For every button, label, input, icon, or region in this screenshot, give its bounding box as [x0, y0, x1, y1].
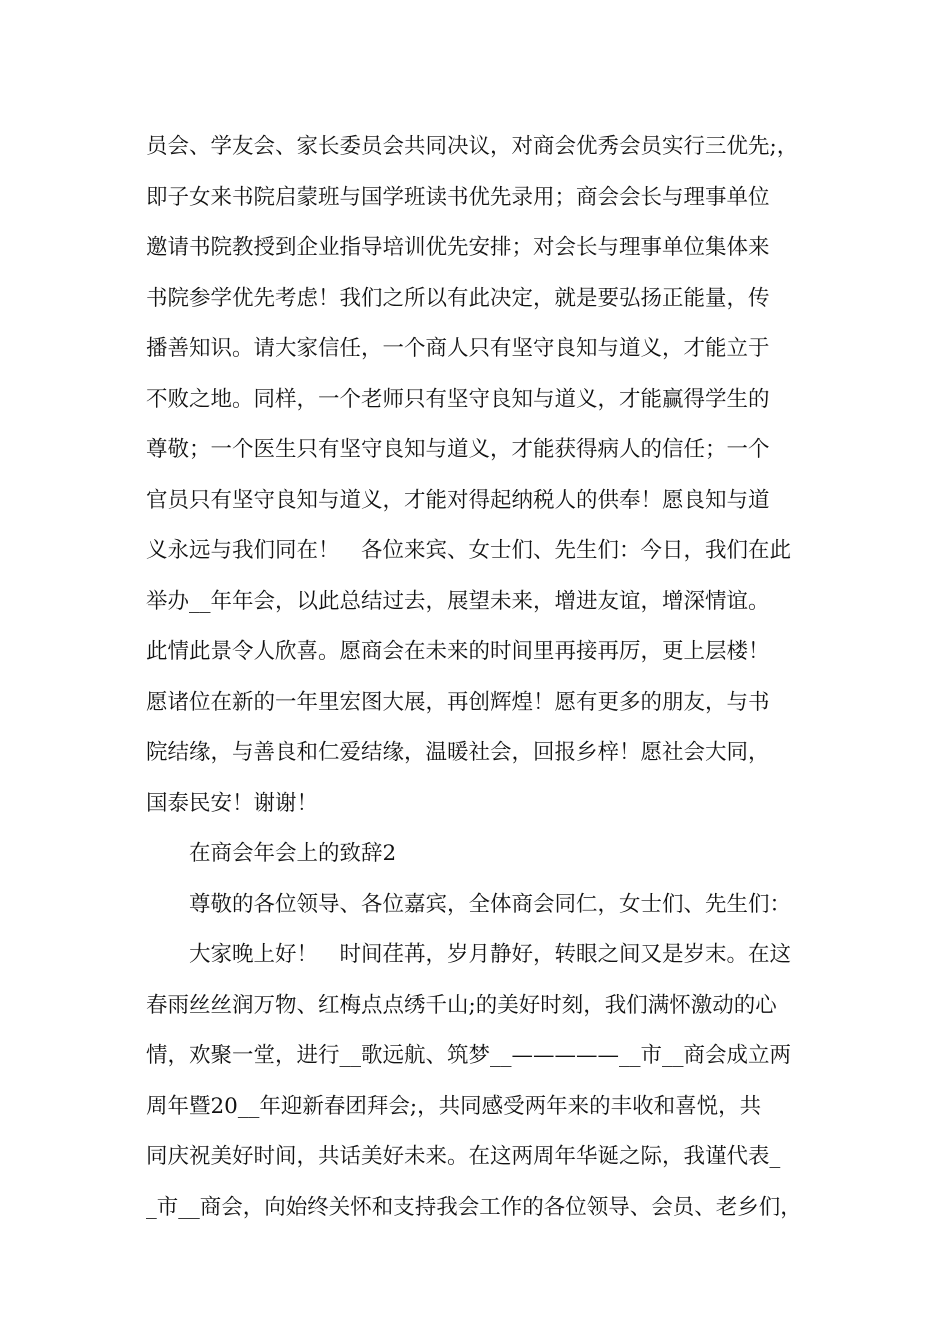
text-line: 义永远与我们同在！ 各位来宾、女士们、先生们：今日，我们在此 — [146, 538, 792, 563]
text-line: 邀请书院教授到企业指导培训优先安排；对会长与理事单位集体来 — [146, 235, 770, 260]
section-heading: 在商会年会上的致辞2 — [189, 841, 397, 866]
text-line: 春雨丝丝润万物、红梅点点绣千山;的美好时刻，我们满怀激动的心 — [146, 992, 777, 1018]
text-line: 播善知识。请大家信任，一个商人只有坚守良知与道义，才能立于 — [146, 336, 770, 361]
text-line: 即子女来书院启蒙班与国学班读书优先录用；商会会长与理事单位 — [146, 184, 770, 210]
text-line: 国泰民安！谢谢！ — [146, 790, 319, 816]
text-line: 院结缘，与善良和仁爱结缘，温暖社会，回报乡梓！愿社会大同， — [146, 740, 770, 765]
text-line: 员会、学友会、家长委员会共同决议，对商会优秀会员实行三优先;， — [146, 134, 799, 159]
text-line: 此情此景令人欣喜。愿商会在未来的时间里再接再厉，更上层楼！ — [146, 639, 770, 664]
text-line: 尊敬；一个医生只有坚守良知与道义，才能获得病人的信任；一个 — [146, 437, 770, 462]
text-line: 同庆祝美好时间，共话美好未来。在这两周年华诞之际，我谨代表_ — [146, 1144, 781, 1169]
text-line: 周年暨20__年迎新春团拜会;，共同感受两年来的丰收和喜悦，共 — [146, 1093, 762, 1119]
text-line: 书院参学优先考虑！我们之所以有此决定，就是要弘扬正能量，传 — [146, 285, 770, 311]
text-line: 愿诸位在新的一年里宏图大展，再创辉煌！愿有更多的朋友，与书 — [146, 689, 770, 715]
text-line: 大家晚上好！ 时间荏苒，岁月静好，转眼之间又是岁末。在这 — [189, 942, 792, 967]
text-line: 举办__年年会，以此总结过去，展望未来，增进友谊，增深情谊。 — [146, 588, 770, 614]
text-line: _市__商会，向始终关怀和支持我会工作的各位领导、会员、老乡们， — [146, 1194, 802, 1220]
text-line: 不败之地。同样，一个老师只有坚守良知与道义，才能赢得学生的 — [146, 386, 770, 412]
text-line: 官员只有坚守良知与道义，才能对得起纳税人的供奉！愿良知与道 — [146, 487, 770, 513]
text-line: 情，欢聚一堂，进行__歌远航、筑梦__—————__市__商会成立两 — [146, 1043, 792, 1068]
text-line: 尊敬的各位领导、各位嘉宾，全体商会同仁，女士们、先生们： — [189, 891, 792, 917]
document-body — [146, 130, 826, 1241]
